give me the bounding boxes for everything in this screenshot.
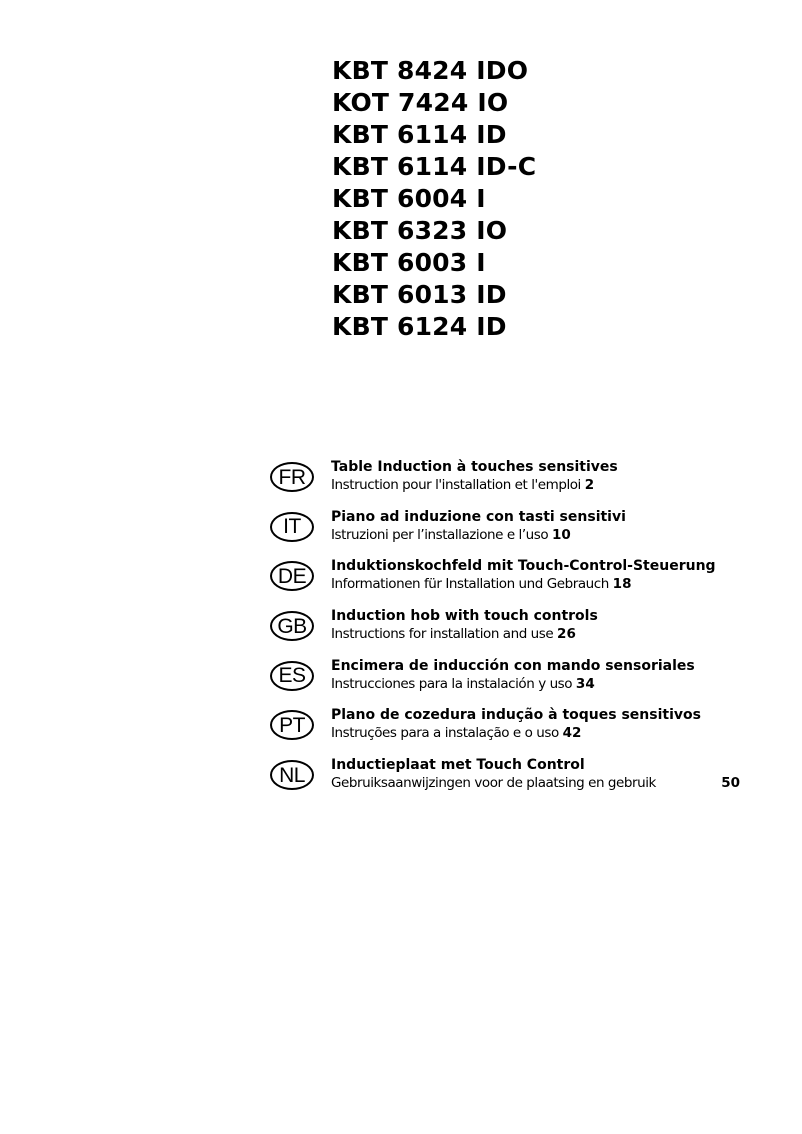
page-number: 2: [584, 477, 595, 493]
language-text: [331, 756, 750, 792]
language-badge-gb: GB: [270, 611, 314, 641]
language-entry-gb: [270, 607, 750, 657]
page-number: 26: [557, 626, 576, 643]
language-text: [331, 557, 750, 593]
language-entry-fr: [270, 458, 750, 508]
subtitle-text: Instruções para a instalação e o uso: [331, 725, 559, 742]
page-number: 34: [575, 675, 595, 692]
subtitle-text: Instrucciones para la instalación y uso: [331, 675, 573, 692]
model-name: KBT 6114 ID-C: [332, 152, 537, 181]
language-subtitle: [331, 476, 750, 494]
language-entry-de: [270, 557, 750, 607]
language-title: Encimera de inducción con mando sensoriales: [331, 657, 695, 674]
language-badge-it: IT: [270, 512, 314, 542]
language-subtitle: [331, 575, 750, 593]
language-entry-it: [270, 508, 750, 558]
language-title: Induktionskochfeld mit Touch-Control-Steuerung: [331, 558, 716, 575]
language-title: Piano ad induzione con tasti sensitivi: [331, 508, 626, 525]
language-badge-es: ES: [270, 661, 314, 691]
subtitle-text: Istruzioni per l’installazione e l’uso: [331, 526, 549, 543]
language-entry-es: [270, 657, 750, 707]
language-text: [331, 607, 750, 643]
subtitle-text: Instructions for installation and use: [331, 626, 554, 643]
model-name: KBT 8424 IDO: [332, 56, 529, 85]
language-subtitle: [331, 526, 750, 544]
language-text: [331, 508, 750, 544]
page-number: 42: [562, 725, 582, 742]
language-subtitle: [331, 625, 750, 643]
language-badge-fr: FR: [270, 462, 314, 492]
language-badge-pt: PT: [270, 710, 314, 740]
language-text: [331, 657, 750, 693]
model-name: KBT 6323 IO: [332, 216, 508, 245]
language-title: Induction hob with touch controls: [331, 608, 598, 625]
page-number: 50: [721, 775, 740, 792]
language-entry-pt: [270, 706, 750, 756]
model-name: KBT 6124 ID: [332, 312, 507, 341]
model-name: KBT 6003 I: [332, 248, 486, 277]
language-subtitle: [331, 675, 750, 693]
model-list: [332, 55, 536, 343]
language-title: Table Induction à touches sensitives: [331, 459, 618, 475]
subtitle-text: Instruction pour l'installation et l'emploi: [331, 477, 581, 493]
model-name: KBT 6013 ID: [332, 280, 507, 309]
language-badge-de: DE: [270, 561, 314, 591]
language-subtitle: [331, 724, 750, 742]
page-number: 10: [552, 526, 571, 543]
language-title: Inductieplaat met Touch Control: [331, 757, 585, 774]
model-name: KBT 6114 ID: [332, 120, 507, 149]
subtitle-text: Gebruiksaanwijzingen voor de plaatsing en gebruik: [331, 775, 656, 792]
page-number: 18: [612, 576, 632, 593]
language-text: [331, 706, 750, 742]
language-subtitle: [331, 774, 750, 792]
model-name: KOT 7424 IO: [332, 88, 509, 117]
language-title: Plano de cozedura indução à toques sensitivos: [331, 707, 701, 724]
language-text: [331, 458, 750, 494]
language-entry-nl: [270, 756, 750, 806]
model-name: KBT 6004 I: [332, 184, 486, 213]
language-badge-nl: NL: [270, 760, 314, 790]
language-index: [270, 458, 750, 806]
subtitle-text: Informationen für Installation und Gebrauch: [331, 576, 609, 593]
